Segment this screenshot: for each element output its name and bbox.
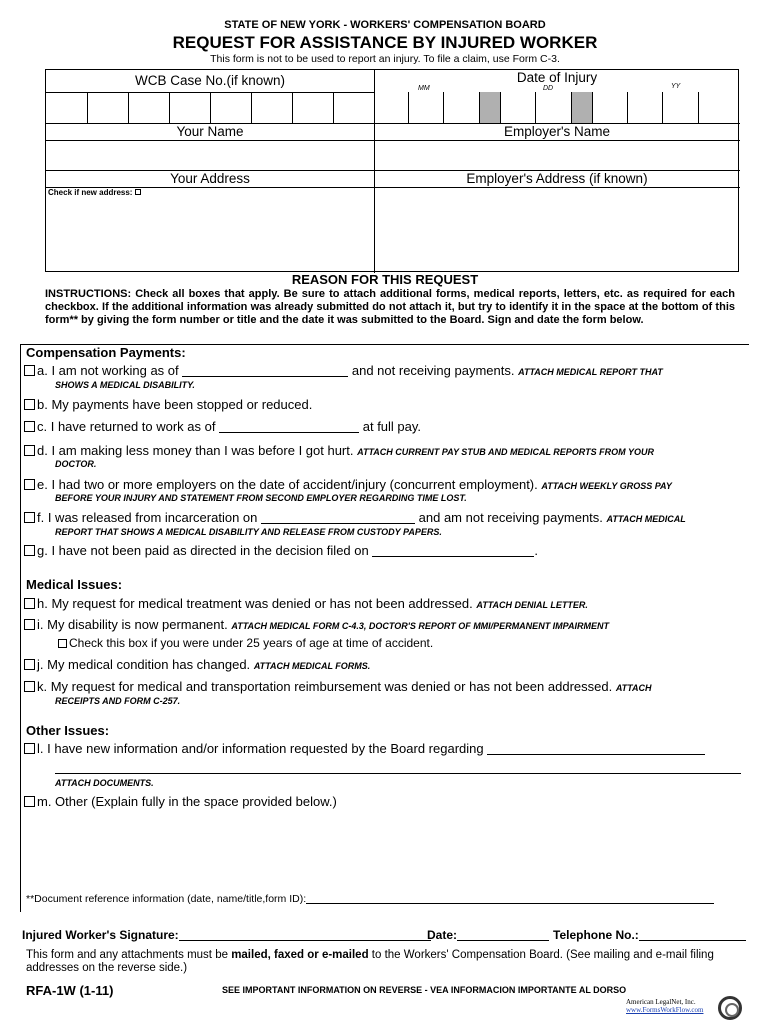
d-attach-cont: DOCTOR. [55, 459, 97, 469]
decision-date-field[interactable] [372, 545, 534, 557]
employer-name-label: Employer's Name [503, 124, 611, 139]
item-k: k. My request for medical and transportation reimbursement was denied or has not been addressed. ATTACH [24, 679, 652, 694]
checkbox-g[interactable] [24, 545, 35, 556]
date-field[interactable] [457, 929, 549, 941]
publisher-url[interactable]: www.FormsWorkFlow.com [626, 1006, 704, 1014]
checkbox-c[interactable] [24, 421, 35, 432]
date-returned-field[interactable] [219, 421, 359, 433]
checkbox-d[interactable] [24, 445, 35, 456]
publisher-name: American LegalNet, Inc. [626, 998, 696, 1006]
reverse-notice: SEE IMPORTANT INFORMATION ON REVERSE - VEA INFORMACION IMPORTANTE AL DORSO [222, 985, 627, 995]
form-title: REQUEST FOR ASSISTANCE BY INJURED WORKER [172, 33, 598, 52]
instructions: INSTRUCTIONS: Check all boxes that apply. Be sure to attach additional forms, medical reports, letters, etc. as required for each checkbox. If the additional information was already submitted do not attach it, but try to identify it in the space at the bottom of this form** by giving the form number or title and the date it was submitted to the Board. Sign and date the form below. [45, 288, 735, 326]
item-l: l. I have new information and/or information requested by the Board regarding [24, 741, 705, 756]
date-not-working-field[interactable] [182, 365, 348, 377]
item-i-sub: Check this box if you were under 25 years of age at time of accident. [58, 636, 433, 650]
item-f: f. I was released from incarceration on and am not receiving payments. ATTACH MEDICAL [24, 510, 686, 525]
new-address-checkbox[interactable] [135, 189, 141, 195]
employer-address-label: Employer's Address (if known) [466, 171, 648, 186]
checkbox-b[interactable] [24, 399, 35, 410]
item-c: c. I have returned to work as of at full pay. [24, 419, 421, 434]
k-attach-cont: RECEIPTS AND FORM C-257. [55, 696, 181, 706]
your-name-label: Your Name [176, 124, 244, 139]
reason-heading: REASON FOR THIS REQUEST [291, 272, 479, 287]
item-j: j. My medical condition has changed. ATTACH MEDICAL FORMS. [24, 657, 370, 672]
form-number: RFA-1W (1-11) [26, 983, 114, 998]
checkbox-e[interactable] [24, 479, 35, 490]
claimant-info-grid [45, 69, 739, 272]
item-i: i. My disability is now permanent. ATTACH MEDICAL FORM C-4.3, DOCTOR'S REPORT OF MMI/PERMANENT IMPAIRMENT [24, 617, 609, 632]
item-e: e. I had two or more employers on the date of accident/injury (concurrent employment). ATTACH WEEKLY GROSS PAY [24, 477, 672, 492]
date-released-field[interactable] [261, 512, 415, 524]
item-a: a. I am not working as of and not receiving payments. ATTACH MEDICAL REPORT THAT [24, 363, 663, 378]
your-address-label: Your Address [170, 171, 250, 186]
item-b: b. My payments have been stopped or reduced. [24, 397, 312, 412]
item-m: m. Other (Explain fully in the space provided below.) [24, 794, 337, 809]
other-explanation-area[interactable] [55, 812, 735, 888]
wcb-case-label: WCB Case No.(if known) [134, 73, 286, 88]
agency-name: STATE OF NEW YORK - WORKERS' COMPENSATION BOARD [224, 19, 546, 31]
checkbox-j[interactable] [24, 659, 35, 670]
signature-field[interactable] [179, 929, 431, 941]
form-subtitle: This form is not to be used to report an injury. To file a claim, use Form C-3. [210, 53, 560, 65]
item-g: g. I have not been paid as directed in the decision filed on . [24, 543, 538, 558]
other-heading: Other Issues: [26, 723, 110, 738]
document-reference: **Document reference information (date, name/title,form ID): [26, 893, 714, 905]
publisher-credit [626, 998, 703, 1014]
checkbox-f[interactable] [24, 512, 35, 523]
e-attach-cont: BEFORE YOUR INJURY AND STATEMENT FROM SECOND EMPLOYER REGARDING TIME LOST. [55, 493, 467, 503]
mm-label: MM [418, 85, 430, 92]
publisher-logo-icon [718, 996, 742, 1020]
checkbox-under-25[interactable] [58, 639, 67, 648]
checkbox-a[interactable] [24, 365, 35, 376]
date-of-injury-label: Date of Injury [516, 70, 598, 85]
item-d: d. I am making less money than I was before I got hurt. ATTACH CURRENT PAY STUB AND MEDICAL REPORTS FROM YOUR [24, 443, 654, 458]
phone-row: Telephone No.: [553, 928, 746, 942]
medical-heading: Medical Issues: [26, 577, 123, 592]
checkbox-i[interactable] [24, 619, 35, 630]
yy-label: YY [671, 83, 681, 90]
new-address-label: Check if new address: [48, 188, 133, 197]
f-attach-cont: REPORT THAT SHOWS A MEDICAL DISABILITY AND RELEASE FROM CUSTODY PAPERS. [55, 527, 442, 537]
doc-ref-field[interactable] [306, 895, 714, 904]
phone-field[interactable] [639, 929, 746, 941]
date-row: Date: [427, 928, 549, 942]
checkbox-m[interactable] [24, 796, 35, 807]
l-continuation-line[interactable] [55, 773, 741, 774]
signature-row: Injured Worker's Signature: [22, 928, 431, 942]
l-regarding-field[interactable] [487, 743, 705, 755]
a-attach-cont: SHOWS A MEDICAL DISABILITY. [55, 380, 195, 390]
checkbox-k[interactable] [24, 681, 35, 692]
item-h: h. My request for medical treatment was denied or has not been addressed. ATTACH DENIAL LETTER. [24, 596, 588, 611]
l-attach: ATTACH DOCUMENTS. [55, 778, 154, 788]
dd-label: DD [543, 85, 554, 92]
checkbox-l[interactable] [24, 743, 35, 754]
checkbox-h[interactable] [24, 598, 35, 609]
mailing-note: This form and any attachments must be mailed, faxed or e-mailed to the Workers' Compensation Board. (See mailing and e-mail filing addresses on the reverse side.) [26, 949, 714, 974]
compensation-heading: Compensation Payments: [26, 345, 186, 360]
